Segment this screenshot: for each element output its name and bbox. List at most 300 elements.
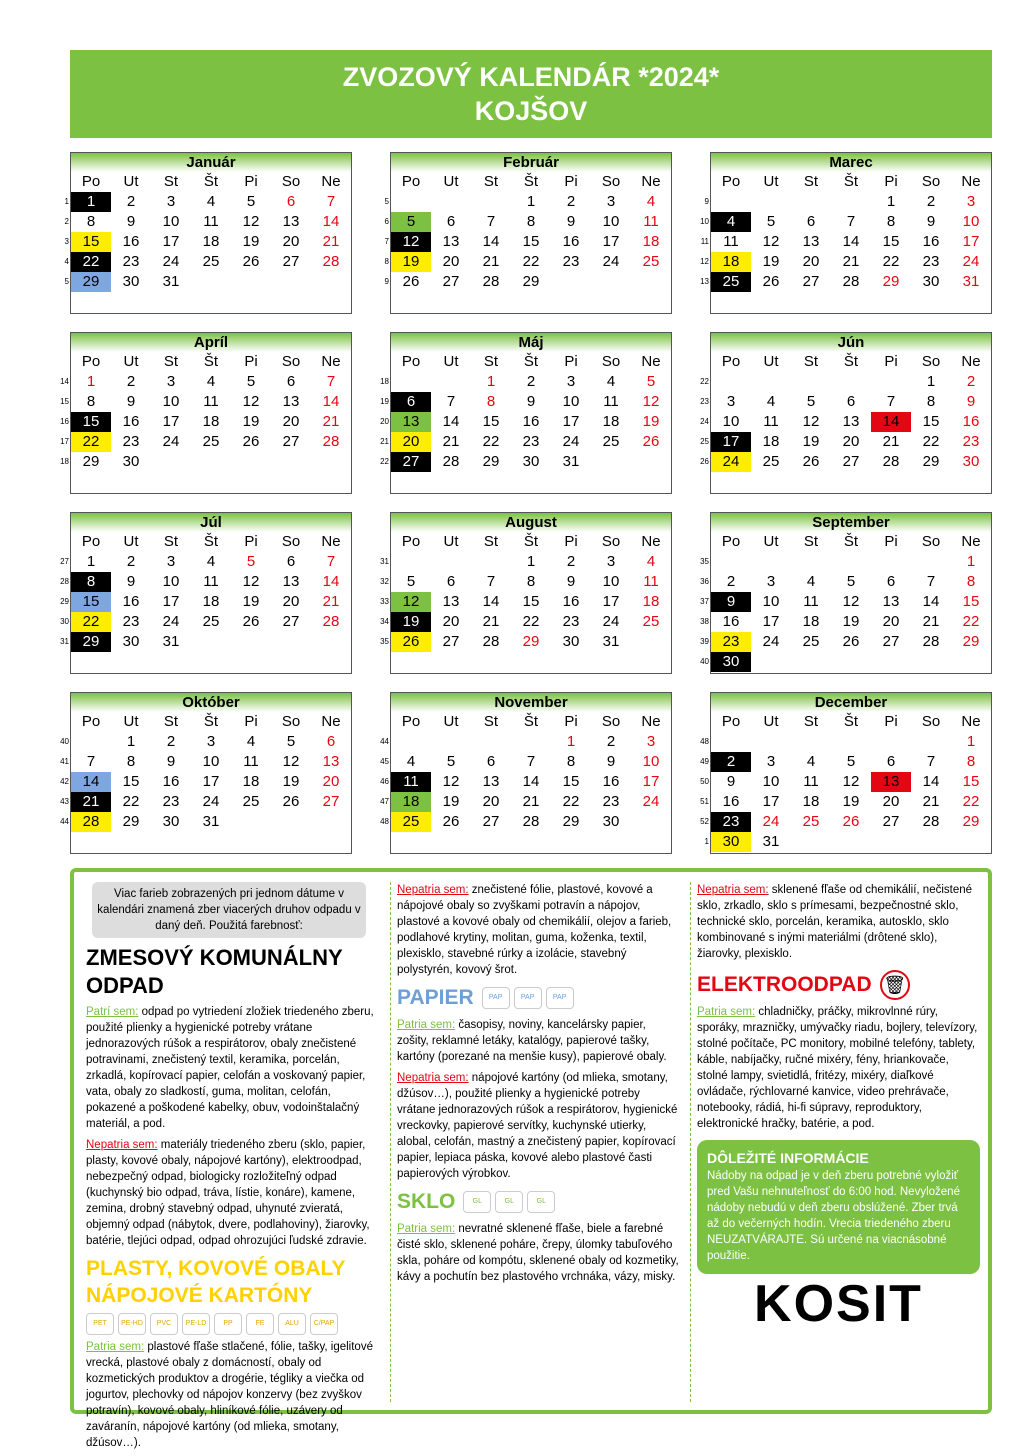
day-cell: 3 [606, 193, 616, 210]
day-cell: 8 [526, 573, 536, 590]
day-cell: 12 [842, 593, 860, 610]
week-number: 46 [380, 777, 389, 786]
day-cell: 24 [162, 433, 180, 450]
week-number: 41 [60, 757, 69, 766]
weekday-label: So [601, 533, 621, 550]
recycling-code-icon: PAP [482, 987, 510, 1009]
empty-day [871, 552, 911, 572]
week-row [60, 592, 351, 612]
week-row [700, 232, 991, 252]
zko-not-belongs: Nepatria sem: materiály triedeného zberu (sklo, papier, plasty, kovové obaly, nápojové kartóny), elektroodpad, nebezpečný odpad, biologicky rozložiteľný odpad (kuchynský bio odpad, tráva, lístie, konáre), kamene, zemina, drobný stavebný odpad, uhynuté zvieratá, objemný odpad (nábytok, dvere, podlahoviny), žiarovky, batérie, tlejúci odpad, odpad ohrozujúci ľudské zdravie. [86, 1139, 370, 1247]
day-cell: 20 [282, 233, 300, 250]
day-cell: 17 [711, 432, 751, 452]
week-row [384, 192, 671, 212]
week-row [60, 552, 351, 572]
day-cell: 9 [566, 573, 576, 590]
day-cell: 11 [723, 233, 739, 250]
weekday-label: Po [721, 173, 741, 190]
day-cell: 22 [962, 613, 980, 630]
week-number: 26 [700, 457, 709, 466]
day-cell: 14 [322, 213, 340, 230]
day-cell: 1 [86, 553, 96, 570]
week-number: 28 [60, 577, 69, 586]
day-cell: 15 [922, 413, 940, 430]
empty-day [951, 652, 991, 672]
empty-day [311, 452, 351, 472]
day-cell: 15 [122, 773, 140, 790]
week-row [384, 232, 671, 252]
month-apríl [60, 332, 352, 494]
day-cell: 12 [642, 393, 660, 410]
day-cell: 22 [71, 252, 111, 272]
day-cell: 7 [486, 213, 496, 230]
weekday-label: Ut [763, 533, 779, 550]
day-cell: 21 [322, 593, 340, 610]
day-cell: 20 [842, 433, 860, 450]
day-cell: 20 [282, 593, 300, 610]
week-row [380, 772, 671, 792]
day-cell: 16 [602, 773, 620, 790]
info-column-2 [390, 882, 680, 1402]
day-cell: 20 [391, 432, 431, 452]
week-row [700, 392, 991, 412]
week-row [64, 272, 351, 292]
weekday-label: Ne [321, 173, 341, 190]
day-cell: 20 [282, 413, 300, 430]
recycling-code-icon: PET [86, 1313, 114, 1335]
week-row [700, 572, 991, 592]
day-cell: 8 [566, 753, 576, 770]
day-cell: 10 [162, 573, 180, 590]
day-cell: 29 [962, 813, 980, 830]
week-number: 30 [60, 617, 69, 626]
day-cell: 18 [602, 413, 620, 430]
day-cell: 24 [602, 253, 620, 270]
weekday-label: St [483, 353, 499, 370]
day-cell: 16 [522, 413, 540, 430]
week-number: 37 [700, 597, 709, 606]
day-cell: 23 [122, 253, 140, 270]
day-cell: 7 [926, 753, 936, 770]
day-cell: 30 [122, 273, 140, 290]
day-cell: 2 [126, 553, 136, 570]
day-cell: 10 [562, 393, 580, 410]
day-cell: 8 [886, 213, 896, 230]
day-cell: 6 [286, 193, 296, 210]
weekday-label: Ne [321, 353, 341, 370]
recycling-code-icon: GL [495, 1191, 523, 1213]
empty-day [631, 272, 671, 292]
day-cell: 15 [71, 412, 111, 432]
day-cell: 5 [406, 573, 416, 590]
crossed-bin-icon: 🗑 [880, 970, 910, 1000]
empty-day [471, 192, 511, 212]
weekday-header [71, 532, 351, 552]
day-cell: 30 [711, 832, 751, 852]
empty-day [151, 452, 191, 472]
day-cell: 14 [322, 573, 340, 590]
week-row [380, 592, 671, 612]
week-row [64, 252, 351, 272]
day-cell: 1 [886, 193, 896, 210]
weekday-label: Št [843, 713, 859, 730]
info-column-3 [690, 882, 980, 1402]
weekday-label: Ut [763, 353, 779, 370]
week-number: 19 [380, 397, 389, 406]
empty-day [271, 272, 311, 292]
week-row [700, 732, 991, 752]
day-cell: 21 [322, 233, 340, 250]
day-cell: 13 [442, 593, 460, 610]
day-cell: 31 [162, 273, 180, 290]
empty-day [631, 452, 671, 472]
weekday-label: Ut [443, 173, 459, 190]
week-row [700, 632, 991, 652]
weekday-label: Pi [564, 533, 578, 550]
day-cell: 16 [562, 593, 580, 610]
day-cell: 20 [442, 253, 460, 270]
weekday-header [711, 172, 991, 192]
kosit-logo: KOSIT [754, 1275, 923, 1333]
month-december [700, 692, 992, 854]
day-cell: 18 [202, 233, 220, 250]
week-row [700, 612, 991, 632]
day-cell: 15 [522, 593, 540, 610]
weekday-label: Ne [321, 713, 341, 730]
day-cell: 30 [602, 813, 620, 830]
day-cell: 19 [242, 593, 260, 610]
day-cell: 30 [562, 633, 580, 650]
week-number: 35 [700, 557, 709, 566]
week-row [60, 772, 351, 792]
glass-belongs: Patria sem: nevratné sklenené fľaše, biele a farebné čisté sklo, sklenené poháre, črepy, úlomky tabuľového skla, poháre od kompótu, sklenené obaly od kozmetiky, kávy a pochutín bez plastového vrchnáka, vázy, misky. [397, 1223, 679, 1283]
day-cell: 26 [762, 273, 780, 290]
day-cell: 27 [882, 813, 900, 830]
day-cell: 3 [166, 193, 176, 210]
day-cell: 28 [322, 613, 340, 630]
empty-day [871, 732, 911, 752]
week-number: 38 [700, 617, 709, 626]
weekday-label: Pi [884, 713, 898, 730]
empty-day [911, 732, 951, 752]
day-cell: 12 [802, 413, 820, 430]
day-cell: 4 [206, 193, 216, 210]
day-cell: 25 [642, 253, 660, 270]
day-cell: 2 [566, 193, 576, 210]
week-number: 9 [384, 277, 389, 286]
day-cell: 9 [606, 753, 616, 770]
day-cell: 30 [522, 453, 540, 470]
weekday-label: Št [203, 533, 219, 550]
day-cell: 10 [762, 593, 780, 610]
weekday-label: Po [401, 353, 421, 370]
month-title: Január [71, 152, 351, 172]
day-cell: 22 [562, 793, 580, 810]
week-number: 36 [700, 577, 709, 586]
empty-day [951, 832, 991, 852]
empty-day [831, 652, 871, 672]
day-cell: 25 [602, 433, 620, 450]
day-cell: 19 [802, 433, 820, 450]
glass-title: SKLO [397, 1190, 456, 1213]
day-cell: 3 [206, 733, 216, 750]
weekday-header [711, 532, 991, 552]
weekday-label: Pi [564, 353, 578, 370]
weekday-label: St [163, 173, 179, 190]
day-cell: 27 [391, 452, 431, 472]
month-júl [60, 512, 352, 674]
glass-not-belongs: Nepatria sem: sklenené fľaše od chemikálií, nečistené sklo, zrkadlo, sklo s prímesami, bezpečnostné sklo, technické sklo, porcelán, keramika, autosklo, sklo kombinované s inými materiálmi (drôtené sklo), žiarovky, plexisklo. [697, 884, 973, 960]
week-number: 50 [700, 777, 709, 786]
day-cell: 24 [762, 813, 780, 830]
day-cell: 29 [562, 813, 580, 830]
day-cell: 26 [242, 253, 260, 270]
day-cell: 4 [646, 193, 656, 210]
day-cell: 27 [282, 433, 300, 450]
day-cell: 15 [482, 413, 500, 430]
week-row [60, 392, 351, 412]
day-cell: 1 [526, 553, 536, 570]
day-cell: 17 [162, 233, 180, 250]
day-cell: 23 [562, 613, 580, 630]
day-cell: 29 [482, 453, 500, 470]
day-cell: 23 [562, 253, 580, 270]
week-number: 14 [60, 377, 69, 386]
day-cell: 25 [762, 453, 780, 470]
empty-day [911, 832, 951, 852]
empty-day [231, 272, 271, 292]
day-cell: 17 [762, 793, 780, 810]
important-info [697, 1140, 980, 1274]
day-cell: 8 [486, 393, 496, 410]
week-row [380, 392, 671, 412]
day-cell: 28 [442, 453, 460, 470]
day-cell: 23 [962, 433, 980, 450]
day-cell: 17 [202, 773, 220, 790]
day-cell: 13 [391, 412, 431, 432]
day-cell: 4 [206, 373, 216, 390]
day-cell: 16 [162, 773, 180, 790]
weekday-header [391, 172, 671, 192]
day-cell: 26 [282, 793, 300, 810]
day-cell: 14 [842, 233, 860, 250]
day-cell: 23 [122, 613, 140, 630]
week-row [700, 552, 991, 572]
day-cell: 4 [406, 753, 416, 770]
day-cell: 9 [126, 573, 136, 590]
week-number: 35 [380, 637, 389, 646]
day-cell: 26 [842, 633, 860, 650]
empty-day [311, 272, 351, 292]
zko-title: ZMESOVÝ KOMUNÁLNY ODPAD [86, 945, 343, 998]
weekday-label: Št [843, 173, 859, 190]
day-cell: 25 [802, 813, 820, 830]
day-cell: 6 [806, 213, 816, 230]
day-cell: 6 [886, 573, 896, 590]
weekday-label: Pi [244, 353, 258, 370]
week-row [700, 412, 991, 432]
day-cell: 26 [442, 813, 460, 830]
day-cell: 5 [246, 193, 256, 210]
day-cell: 28 [482, 273, 500, 290]
day-cell: 23 [922, 253, 940, 270]
day-cell: 22 [522, 613, 540, 630]
day-cell: 3 [166, 373, 176, 390]
day-cell: 1 [566, 733, 576, 750]
empty-day [791, 552, 831, 572]
day-cell: 2 [126, 373, 136, 390]
day-cell: 27 [442, 633, 460, 650]
day-cell: 26 [842, 813, 860, 830]
day-cell: 16 [122, 593, 140, 610]
weekday-header [711, 352, 991, 372]
plastics-belongs: Patria sem: plastové fľaše stlačené, fólie, tašky, igelitové vrecká, plastové obaly z domácností, obaly od kozmetických produktov a drogérie, tégliky a viečka od jogurtov, plechovky od nápojov konzervy (bez zvyškov potravín), kovové obaly, hliníkové fólie, uzávery od zaváranín, nápojové kartóny (od mlieka, smotany, džúsov…). [86, 1341, 373, 1449]
day-cell: 22 [71, 432, 111, 452]
day-cell: 7 [326, 193, 336, 210]
empty-day [791, 732, 831, 752]
weekday-label: So [281, 173, 301, 190]
week-row [60, 452, 351, 472]
week-row [380, 372, 671, 392]
info-column-1 [86, 882, 376, 1456]
weekday-label: So [601, 353, 621, 370]
day-cell: 23 [122, 433, 140, 450]
weekday-label: Ut [123, 353, 139, 370]
empty-day [831, 372, 871, 392]
empty-day [191, 272, 231, 292]
day-cell: 12 [242, 573, 260, 590]
day-cell: 4 [806, 573, 816, 590]
day-cell: 1 [486, 373, 496, 390]
recycling-code-icon: C/PAP [310, 1313, 338, 1335]
day-cell: 30 [922, 273, 940, 290]
week-number: 48 [700, 737, 709, 746]
day-cell: 13 [282, 393, 300, 410]
weekday-label: Po [721, 713, 741, 730]
day-cell: 5 [846, 573, 856, 590]
day-cell: 15 [71, 592, 111, 612]
day-cell: 29 [71, 632, 111, 652]
weekday-label: St [483, 173, 499, 190]
day-cell: 5 [766, 213, 776, 230]
day-cell: 24 [962, 253, 980, 270]
day-cell: 25 [202, 613, 220, 630]
weekday-label: Št [523, 173, 539, 190]
weekday-header [391, 352, 671, 372]
day-cell: 15 [562, 773, 580, 790]
day-cell: 14 [522, 773, 540, 790]
week-row [700, 592, 991, 612]
day-cell: 4 [806, 753, 816, 770]
day-cell: 17 [162, 413, 180, 430]
week-row [60, 752, 351, 772]
week-row [380, 812, 671, 832]
day-cell: 5 [446, 753, 456, 770]
week-number: 22 [380, 457, 389, 466]
day-cell: 16 [962, 413, 980, 430]
day-cell: 11 [203, 393, 219, 410]
month-jún [700, 332, 992, 494]
week-number: 27 [60, 557, 69, 566]
day-cell: 1 [926, 373, 936, 390]
weekday-label: So [921, 353, 941, 370]
day-cell: 18 [391, 792, 431, 812]
day-cell: 22 [482, 433, 500, 450]
day-cell: 11 [643, 573, 659, 590]
weekday-label: Ut [443, 353, 459, 370]
weekday-label: Po [81, 173, 101, 190]
day-cell: 25 [642, 613, 660, 630]
week-number: 49 [700, 757, 709, 766]
day-cell: 7 [486, 573, 496, 590]
day-cell: 2 [126, 193, 136, 210]
month-title: September [711, 512, 991, 532]
day-cell: 12 [242, 393, 260, 410]
recycling-code-icon: PVC [150, 1313, 178, 1335]
recycling-code-icon: GL [527, 1191, 555, 1213]
day-cell: 28 [882, 453, 900, 470]
week-number: 22 [700, 377, 709, 386]
day-cell: 7 [86, 753, 96, 770]
empty-day [391, 732, 431, 752]
day-cell: 4 [246, 733, 256, 750]
day-cell: 28 [71, 812, 111, 832]
day-cell: 3 [966, 193, 976, 210]
empty-day [751, 372, 791, 392]
week-row [700, 652, 991, 672]
day-cell: 6 [326, 733, 336, 750]
weekday-label: Ne [641, 353, 661, 370]
day-cell: 2 [166, 733, 176, 750]
day-cell: 31 [562, 453, 580, 470]
day-cell: 6 [886, 753, 896, 770]
day-cell: 21 [882, 433, 900, 450]
empty-day [191, 452, 231, 472]
day-cell: 22 [71, 612, 111, 632]
day-cell: 17 [762, 613, 780, 630]
day-cell: 5 [846, 753, 856, 770]
day-cell: 29 [962, 633, 980, 650]
day-cell: 12 [282, 753, 300, 770]
weekday-label: Št [203, 353, 219, 370]
day-cell: 9 [166, 753, 176, 770]
day-cell: 7 [446, 393, 456, 410]
weekday-label: Po [401, 533, 421, 550]
weekday-label: Ut [443, 533, 459, 550]
color-note: Viac farieb zobrazených pri jednom dátume v kalendári znamená zber viacerých druhov odpadu v daný deň. Použitá farebnosť: [92, 882, 366, 938]
empty-day [911, 652, 951, 672]
day-cell: 21 [522, 793, 540, 810]
day-cell: 19 [391, 252, 431, 272]
day-cell: 13 [842, 413, 860, 430]
weekday-header [711, 712, 991, 732]
empty-day [631, 632, 671, 652]
day-cell: 19 [442, 793, 460, 810]
day-cell: 13 [802, 233, 820, 250]
weekday-label: Pi [244, 713, 258, 730]
calendar-title: ZVOZOVÝ KALENDÁR *2024* [342, 62, 720, 92]
empty-day [831, 732, 871, 752]
day-cell: 10 [762, 773, 780, 790]
empty-day [791, 372, 831, 392]
week-number: 43 [60, 797, 69, 806]
empty-day [711, 732, 751, 752]
day-cell: 26 [802, 453, 820, 470]
day-cell: 28 [322, 253, 340, 270]
day-cell: 11 [643, 213, 659, 230]
empty-day [831, 192, 871, 212]
week-row [64, 212, 351, 232]
